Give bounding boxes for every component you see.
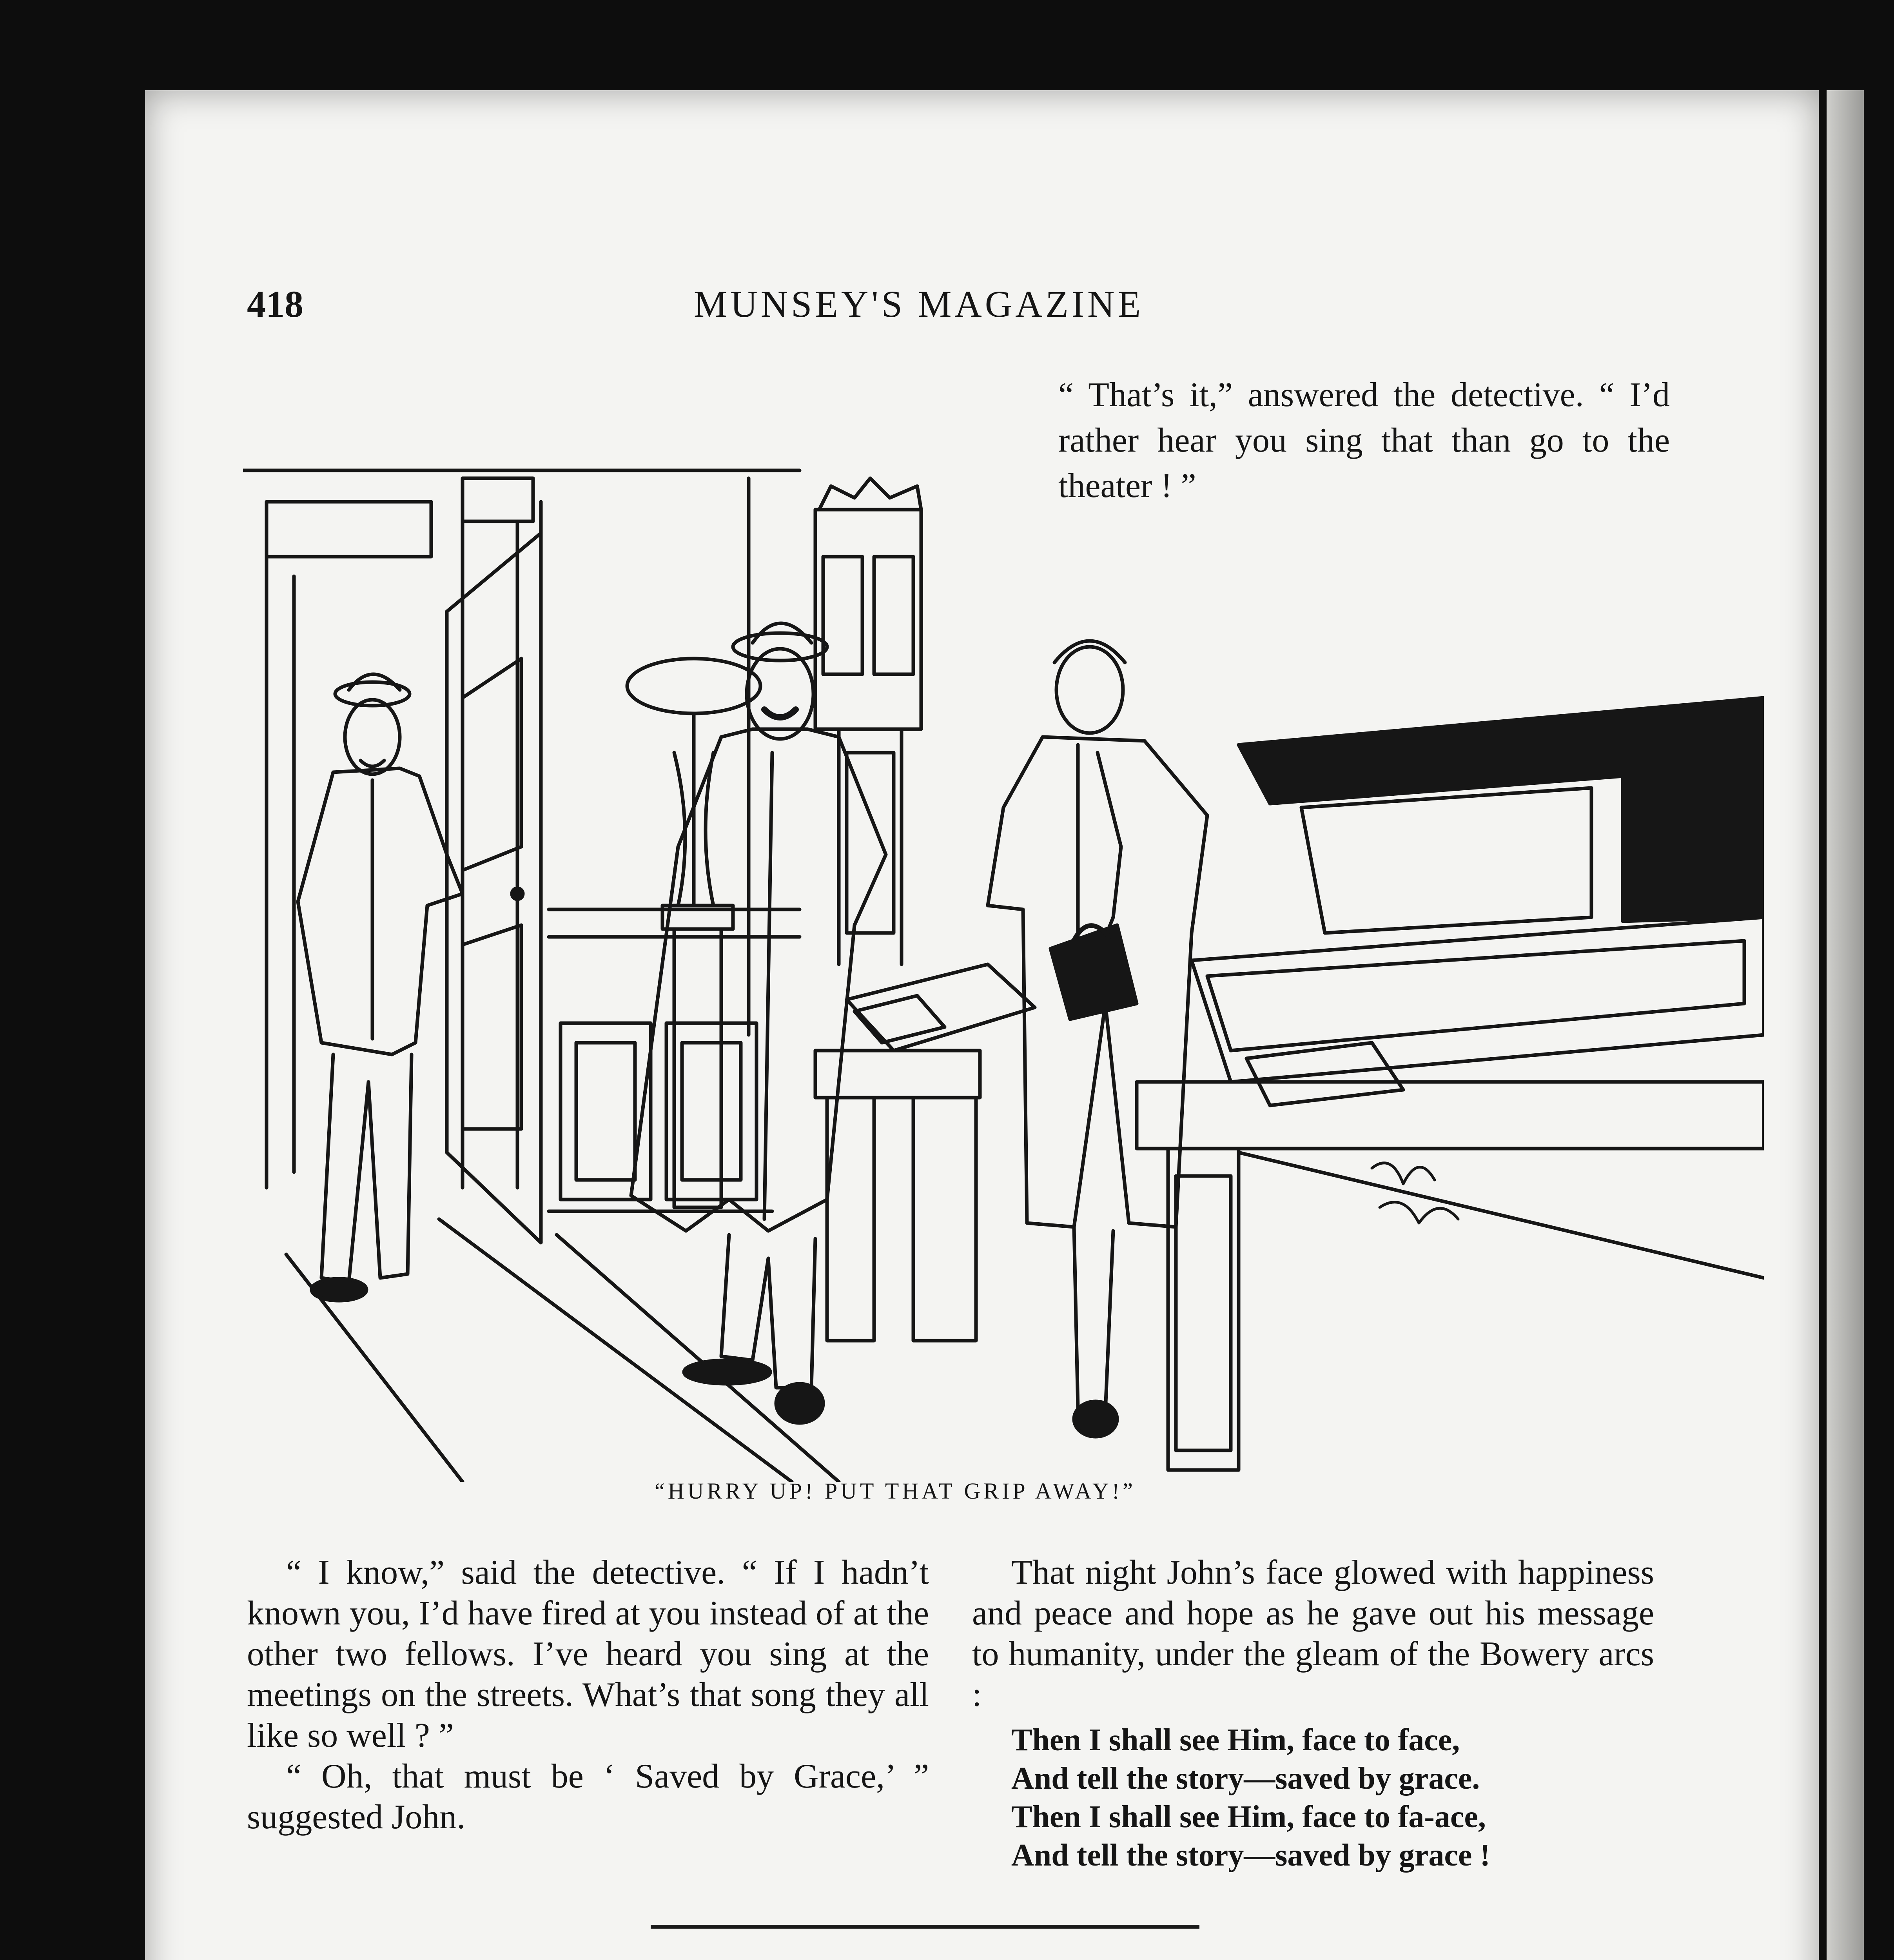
running-head: MUNSEY'S MAGAZINE (694, 283, 1144, 325)
page-edge (1827, 90, 1864, 1960)
illustration (243, 455, 1764, 1482)
song-verse (972, 1721, 1654, 1875)
paragraph: That night John’s face glowed with happiness and peace and hope as he gave out his message to humanity, under the gleam of the Bowery arcs : (972, 1553, 1654, 1714)
paragraph: “ Oh, that must be ‘ Saved by Grace,’ ” suggested John. (247, 1757, 929, 1836)
section-divider (651, 1925, 1199, 1929)
intro-paragraph: “ That’s it,” answered the detective. “ I’d rather hear you sing that than go to the theater ! ” (1058, 376, 1670, 505)
left-column (247, 1552, 929, 1838)
song-line: Then I shall see Him, face to fa-ace, (1011, 1800, 1486, 1834)
song-line: And tell the story—saved by grace ! (1011, 1838, 1491, 1873)
song-line: Then I shall see Him, face to face, (1011, 1723, 1460, 1757)
illustration-caption: “HURRY UP! PUT THAT GRIP AWAY!” (655, 1478, 1136, 1504)
song-line: And tell the story—saved by grace. (1011, 1761, 1480, 1796)
magazine-page (145, 90, 1819, 1960)
page-number: 418 (247, 283, 303, 325)
right-column (972, 1552, 1654, 1875)
paragraph: “ I know,” said the detective. “ If I hadn’t known you, I’d have fired at you instead of at the other two fellows. I’ve heard you sing at the meetings on the streets. What’s that song they all like so well ? ” (247, 1553, 929, 1755)
